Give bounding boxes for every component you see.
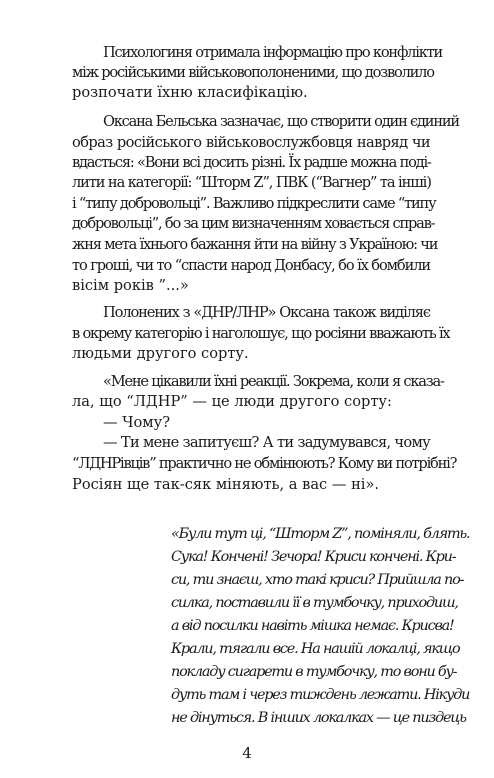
body-line: жня мета їхнього бажання йти на війну з Україною: чи — [72, 236, 438, 253]
quote-line: а від посилки навіть мішка немає. Крисва! — [171, 618, 454, 634]
body-line: вісім років ”...» — [72, 277, 189, 294]
body-line: вдасться: «Вони всі досить різні. Їх радше можна поді- — [72, 154, 431, 171]
quote-line: силка, поставили її в тумбочку, приходиш, — [171, 595, 458, 611]
body-line: добровольці”, бо за цим визначенням ховається справ- — [72, 215, 435, 232]
body-line: розпочати їхню класифікацію. — [72, 84, 308, 101]
quote-line: дуть там і через тиждень лежати. Нікуди — [171, 687, 470, 703]
body-line: Полонених з «ДНР/ЛНР» Оксана також виділяє — [103, 304, 430, 321]
body-line: в окрему категорію і наголошує, що росіяни вважають їх — [72, 325, 450, 342]
body-line: «Мене цікавили їхні реакції. Зокрема, коли я сказа- — [103, 373, 444, 390]
body-line: між російськими військовополоненими, що дозволило — [72, 64, 434, 81]
dialogue-line: — Ти мене запитуєш? А ти задумувався, чому — [103, 434, 430, 451]
body-line: Росіян ще так-сяк міняють, а вас — ні». — [72, 476, 380, 493]
quote-line: Сука! Кончені! Зечора! Криси кончені. Кри- — [171, 549, 456, 565]
quote-line: «Були тут ці, “Шторм Z”, поміняли, блять. — [171, 526, 470, 542]
body-line: Оксана Бельська зазначає, що створити один єдиний — [103, 113, 459, 130]
body-line: образ російського військовослужбовця навряд чи — [72, 134, 430, 151]
body-line: “ЛДНРівців” практично не обмінюють? Кому ви потрібні? — [72, 455, 457, 472]
body-line: людьми другого сорту. — [72, 345, 249, 362]
body-line: ла, що “ЛДНР” — це люди другого сорту: — [72, 393, 392, 410]
page-number: 4 — [242, 744, 252, 762]
body-line: і “типу добровольці”. Важливо підкреслити саме “типу — [72, 195, 436, 212]
quote-line: Крали, тягали все. На нашій локалці, якщо — [171, 641, 460, 657]
body-line: Психологиня отримала інформацію про конфлікти — [103, 44, 443, 61]
dialogue-line: — Чому? — [103, 414, 171, 431]
quote-line: покладу сигарети в тумбочку, то вони бу- — [171, 664, 457, 680]
body-line: то гроші, чи то “спасти народ Донбасу, бо їх бомбили — [72, 257, 431, 274]
body-line: лити на категорії: “Шторм Z”, ПВК (“Вагнер” та інші) — [72, 174, 431, 191]
quote-line: не дінуться. В інших локалках — це пиздець — [171, 710, 466, 726]
quote-line: си, ти знаєш, хто такі криси? Прийшла по- — [171, 572, 464, 588]
